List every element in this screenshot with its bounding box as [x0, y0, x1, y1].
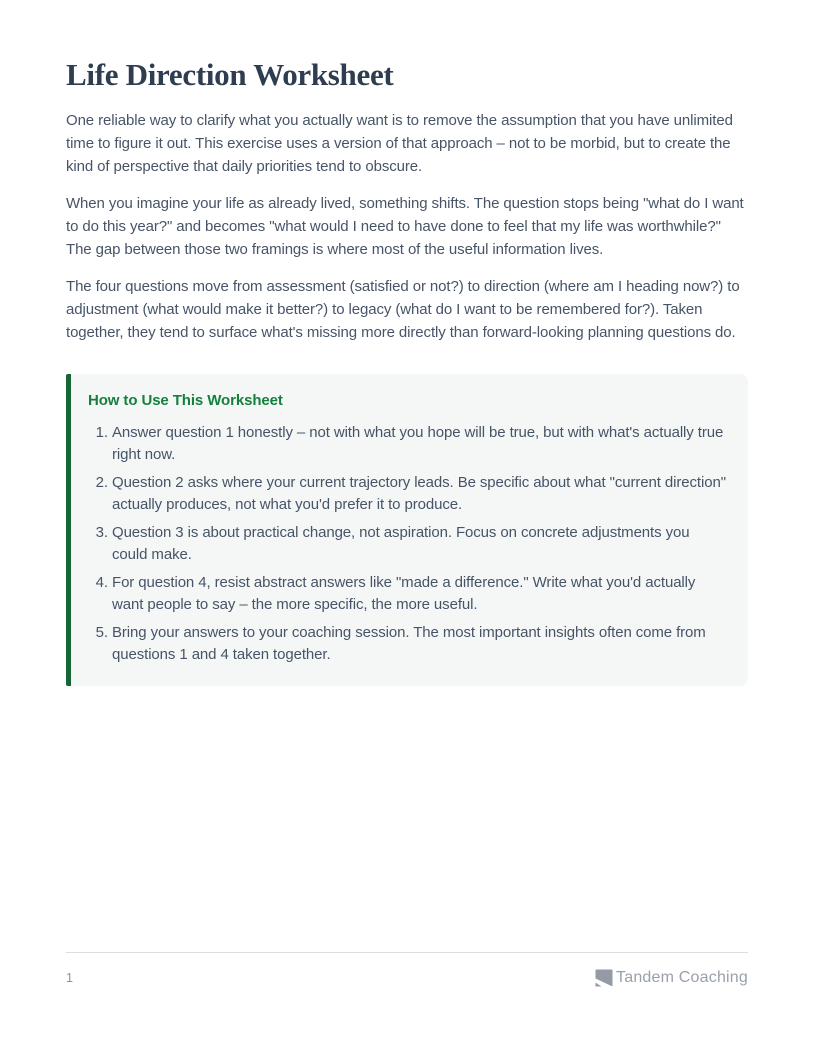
- list-item: 4. For question 4, resist abstract answers like "made a difference." Write what you'd actually want people to say – the more specific, the more useful.: [112, 572, 726, 615]
- intro-paragraph: When you imagine your life as already lived, something shifts. The question stops being "what do I want to do this year?" and becomes "what would I need to have done to feel that my life was worthwhile?" The gap between those two framings is where most of the useful information lives.: [66, 195, 744, 258]
- list-item: 2. Question 2 asks where your current trajectory leads. Be specific about what "current direction" actually produces, not what you'd prefer it to produce.: [112, 472, 726, 515]
- brand-logo: [595, 969, 748, 987]
- intro-paragraph: The four questions move from assessment (satisfied or not?) to direction (where am I heading now?) to adjustment (what would make it better?) to legacy (what do I want to be remembered for?). Taken together, they tend to surface what's missing more directly than forward-looking planning questions do.: [66, 278, 740, 341]
- page-footer: [66, 952, 748, 987]
- page-content: [66, 0, 748, 686]
- brand-name: Tandem Coaching: [616, 969, 748, 986]
- instructions-list: [88, 422, 726, 665]
- how-to-use-callout: [66, 374, 748, 686]
- broken-image-icon: [595, 969, 613, 987]
- list-item: 3. Question 3 is about practical change, not aspiration. Focus on concrete adjustments you could make.: [112, 522, 726, 565]
- page-title: Life Direction Worksheet: [66, 57, 394, 92]
- list-item: 5. Bring your answers to your coaching session. The most important insights often come from questions 1 and 4 taken together.: [112, 622, 726, 665]
- intro-section: [66, 109, 748, 344]
- page-number: 1: [66, 971, 73, 985]
- callout-heading: How to Use This Worksheet: [88, 392, 283, 409]
- intro-paragraph: One reliable way to clarify what you actually want is to remove the assumption that you have unlimited time to figure it out. This exercise uses a version of that approach – not to be morbid, but to create the kind of perspective that daily priorities tend to obscure.: [66, 112, 733, 175]
- list-item: 1. Answer question 1 honestly – not with what you hope will be true, but with what's actually true right now.: [112, 422, 726, 465]
